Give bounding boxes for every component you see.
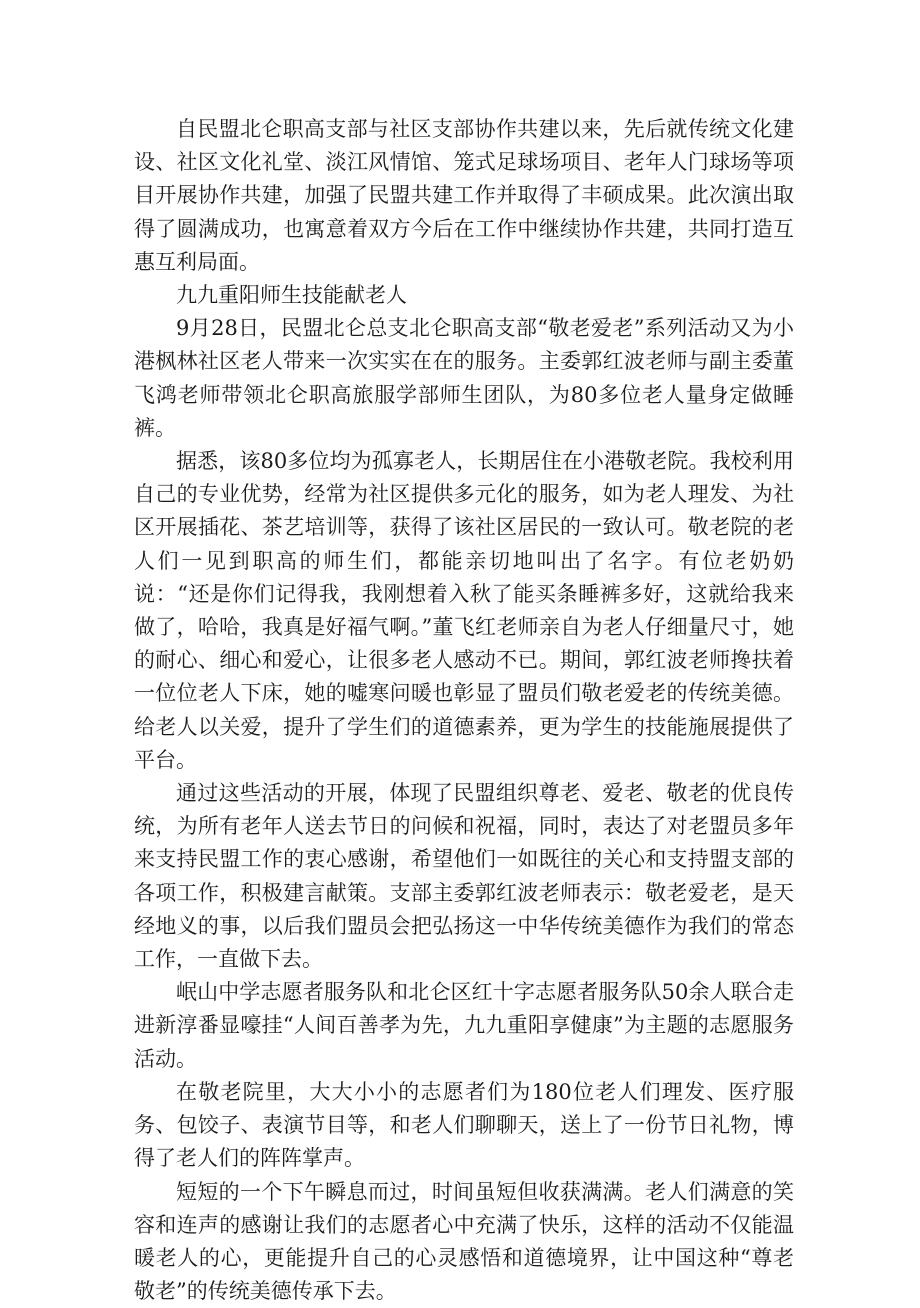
paragraph-cobuild: 自民盟北仑职高支部与社区支部协作共建以来，先后就传统文化建设、社区文化礼堂、淡江风情馆、笼式足球场项目、老年人门球场等项目开展协作共建，加强了民盟共建工作并取得了丰硕成果。此次演出取得了圆满成功，也寓意着双方今后在工作中继续协作共建，共同打造互惠互利局面。 [134, 113, 794, 279]
paragraph-sept28: 9月28日，民盟北仑总支北仑职高支部“敬老爱老”系列活动又为小港枫林社区老人带来一次实实在在的服务。主委郭红波老师与副主委董飞鸿老师带领北仑职高旅服学部师生团队，为80多位老人量身定做睡裤。 [134, 312, 794, 445]
paragraph-volunteers: 岷山中学志愿者服务队和北仑区红十字志愿者服务队50余人联合走进新淳番显嚎挂“人间百善孝为先，九九重阳享健康”为主题的志愿服务活动。 [134, 976, 794, 1076]
paragraph-services: 在敬老院里，大大小小的志愿者们为180位老人们理发、医疗服务、包饺子、表演节目等，和老人们聊聊天，送上了一份节日礼物，博得了老人们的阵阵掌声。 [134, 1076, 794, 1176]
paragraph-tradition: 通过这些活动的开展，体现了民盟组织尊老、爱老、敬老的优良传统，为所有老年人送去节日的问候和祝福，同时，表达了对老盟员多年来支持民盟工作的衷心感谢，希望他们一如既往的关心和支持盟支部的各项工作，积极建言献策。支部主委郭红波老师表示：敬老爱老，是天经地义的事，以后我们盟员会把弘扬这一中华传统美德作为我们的常态工作，一直做下去。 [134, 777, 794, 976]
section-heading: 九九重阳师生技能献老人 [134, 279, 794, 312]
paragraph-conclusion: 短短的一个下午瞬息而过，时间虽短但收获满满。老人们满意的笑容和连声的感谢让我们的志愿者心中充满了快乐，这样的活动不仅能温暖老人的心，更能提升自己的心灵感悟和道德境界，让中国这种“尊老敬老”的传统美德传承下去。 [134, 1176, 794, 1308]
document-body [134, 113, 794, 1308]
paragraph-nursing-home: 据悉，该80多位均为孤寡老人，长期居住在小港敬老院。我校利用自己的专业优势，经常为社区提供多元化的服务，如为老人理发、为社区开展插花、茶艺培训等，获得了该社区居民的一致认可。敬老院的老人们一见到职高的师生们，都能亲切地叫出了名字。有位老奶奶说：“还是你们记得我，我刚想着入秋了能买条睡裤多好，这就给我来做了，哈哈，我真是好福气啊。”董飞红老师亲自为老人仔细量尺寸，她的耐心、细心和爱心，让很多老人感动不已。期间，郭红波老师搀扶着一位位老人下床，她的嘘寒问暖也彰显了盟员们敬老爱老的传统美德。给老人以关爱，提升了学生们的道德素养，更为学生的技能施展提供了平台。 [134, 445, 794, 777]
